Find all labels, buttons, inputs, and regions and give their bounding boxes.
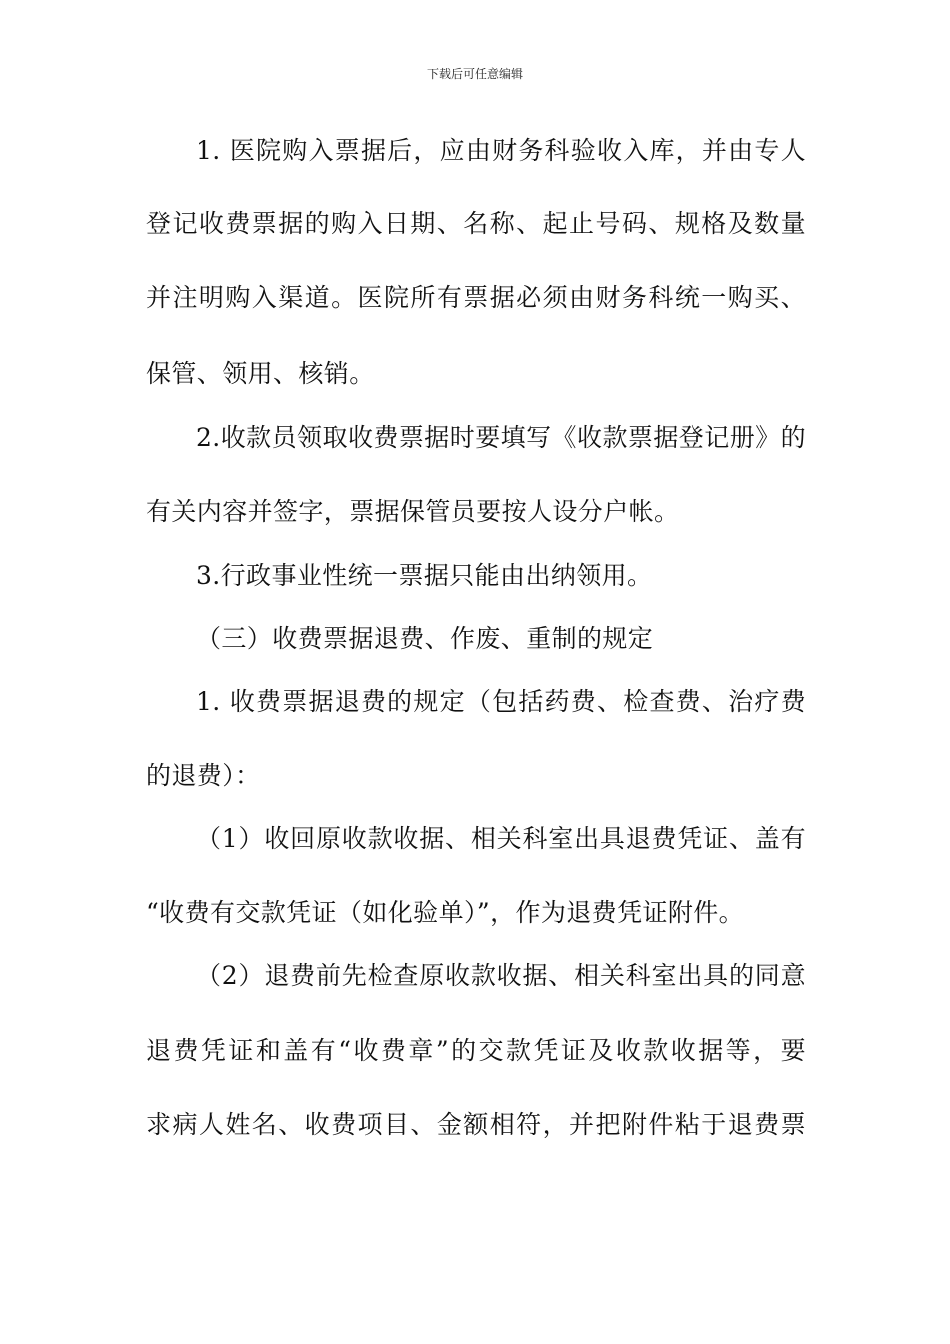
page-header: 下载后可任意编辑 xyxy=(426,67,523,81)
paragraph-line: 有关内容并签字，票据保管员要按人设分户帐。 xyxy=(146,497,680,526)
paragraph-line: 1. 医院购入票据后，应由财务科验收入库，并由专人 xyxy=(196,136,806,165)
paragraph-line: （1）收回原收款收据、相关科室出具退费凭证、盖有 xyxy=(196,824,806,853)
paragraph-line: 3.行政事业性统一票据只能由出纳领用。 xyxy=(196,561,653,590)
paragraph-line: 保管、领用、核销。 xyxy=(146,359,375,388)
paragraph-line: 求病人姓名、收费项目、金额相符，并把附件粘于退费票 xyxy=(146,1110,806,1139)
paragraph-line: 登记收费票据的购入日期、名称、起止号码、规格及数量 xyxy=(146,209,806,238)
paragraph-line: 2.收款员领取收费票据时要填写《收款票据登记册》的 xyxy=(196,423,806,452)
paragraph-line: 1. 收费票据退费的规定（包括药费、检查费、治疗费 xyxy=(196,687,806,716)
paragraph-line: （2）退费前先检查原收款收据、相关科室出具的同意 xyxy=(196,961,806,990)
paragraph-line: 退费凭证和盖有“收费章”的交款凭证及收款收据等，要 xyxy=(146,1036,806,1065)
paragraph-line: 并注明购入渠道。医院所有票据必须由财务科统一购买、 xyxy=(146,283,806,312)
paragraph-line: “收费有交款凭证（如化验单）”，作为退费凭证附件。 xyxy=(146,898,745,927)
section-heading: （三）收费票据退费、作废、重制的规定 xyxy=(196,624,654,653)
paragraph-line: 的退费）： xyxy=(146,761,261,790)
